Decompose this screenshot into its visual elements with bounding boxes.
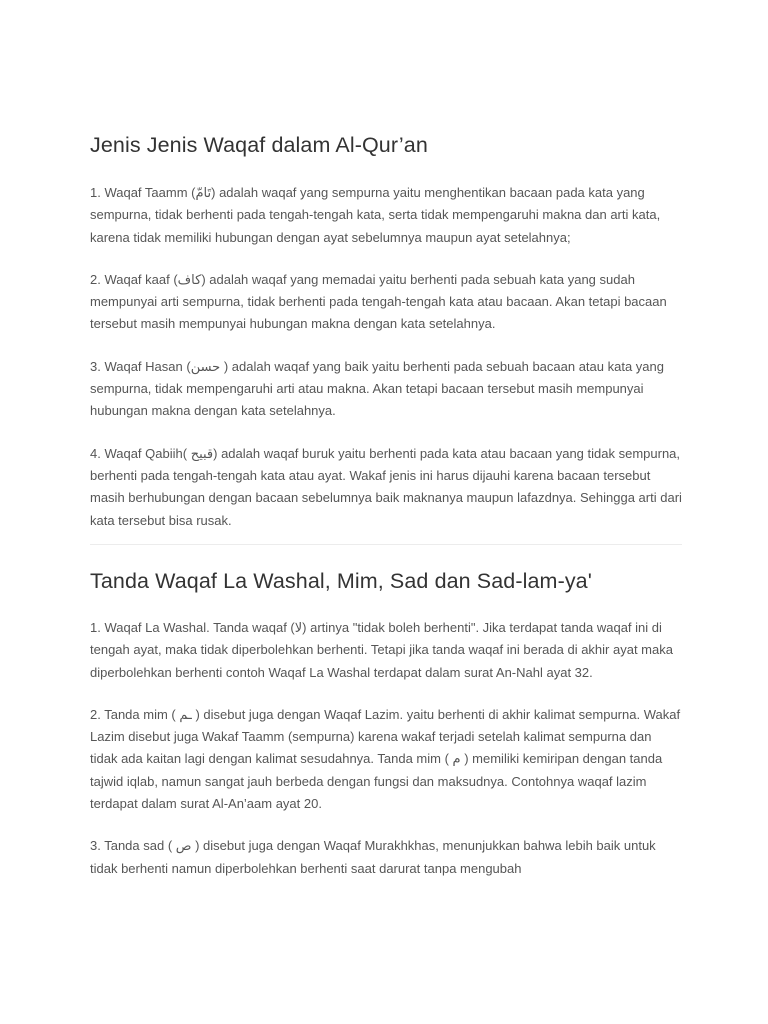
section-title: Jenis Jenis Waqaf dalam Al-Qur’an — [90, 133, 428, 157]
paragraph-mim: 2. Tanda mim ( ـم ) disebut juga dengan Waqaf Lazim. yaitu berhenti di akhir kalimat sempurna. Wakaf Lazim disebut juga Wakaf Taamm (sempurna) karena wakaf terjadi setelah kalimat sempurna dan tidak ada kaitan lagi dengan kalimat sesudahnya. Tanda mim ( م ) memiliki kemiripan dengan tanda tajwid iqlab, namun sangat jauh berbeda dengan fungsi dan maksudnya. Contohnya waqaf lazim terdapat dalam surat Al-An’aam ayat 20. — [90, 706, 681, 812]
paragraph-sad: 3. Tanda sad ( ص ) disebut juga dengan Waqaf Murakhkhas, menunjukkan bahwa lebih baik untuk tidak berhenti namun diperbolehkan berhenti saat darurat tanpa mengubah — [90, 838, 656, 876]
section-divider — [90, 544, 682, 545]
paragraph-waqaf-hasan: 3. Waqaf Hasan (حسن ) adalah waqaf yang baik yaitu berhenti pada sebuah bacaan atau kata yang sempurna, tidak mempengaruhi arti atau makna. Akan tetapi bacaan tersebut masih mempunyai hubungan makna dengan kata setelahnya. — [90, 358, 664, 419]
section-waqaf-signs — [90, 566, 682, 900]
paragraph-waqaf-taamm: 1. Waqaf Taamm (تَامّ) adalah waqaf yang sempurna yaitu menghentikan bacaan pada kata yang sempurna, tidak berhenti pada tengah-tengah kata, serta tidak mempengaruhi makna dan arti kata, karena tidak memiliki hubungan dengan ayat sebelumnya maupun ayat setelahnya; — [90, 185, 661, 245]
paragraph-waqaf-qabiih: 4. Waqaf Qabiih( قبيح) adalah waqaf buruk yaitu berhenti pada kata atau bacaan yang tidak sempurna, berhenti pada tengah-tengah kata atau ayat. Wakaf jenis ini harus dijauhi karena bacaan tersebut masih berhubungan dengan bacaan sebelumnya baik maknanya maupun lafazdnya. Sehingga arti dari kata tersebut bisa rusak. — [90, 445, 682, 528]
section-waqaf-types — [90, 130, 682, 552]
paragraph-waqaf-kaaf: 2. Waqaf kaaf (كاف) adalah waqaf yang memadai yaitu berhenti pada sebuah kata yang sudah mempunyai arti sempurna, tidak berhenti pada tengah-tengah kata atau bacaan. Akan tetapi bacaan tersebut masih mempunyai hubungan makna dengan kata setelahnya. — [90, 271, 667, 332]
section-title: Tanda Waqaf La Washal, Mim, Sad dan Sad-lam-ya' — [90, 569, 592, 593]
paragraph-la-washal: 1. Waqaf La Washal. Tanda waqaf (لا) artinya "tidak boleh berhenti". Jika terdapat tanda waqaf ini di tengah ayat, maka tidak diperbolehkan berhenti. Tetapi jika tanda waqaf ini berada di akhir ayat maka diperbolehkan berhenti contoh Waqaf La Washal terdapat dalam surat An-Nahl ayat 32. — [90, 620, 673, 680]
